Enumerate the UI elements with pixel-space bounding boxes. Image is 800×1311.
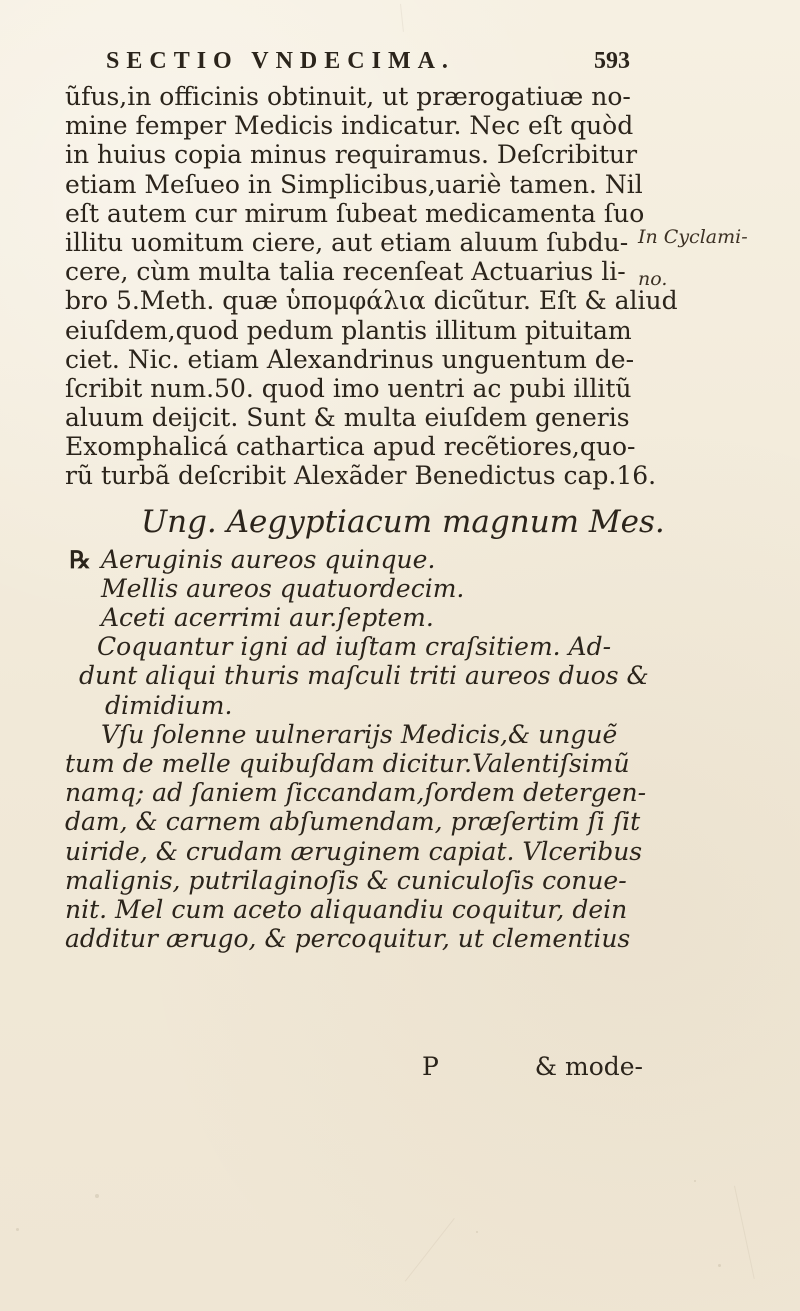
title-gap (65, 491, 630, 505)
recipe-line-1 (67, 545, 630, 574)
recipe-line-9: namq; ad ſaniem ſiccandam,ſordem detergen- (65, 778, 647, 808)
recipe-line-5 (65, 661, 649, 691)
paper-streak-bottom-right (734, 1186, 755, 1279)
paper-speck (694, 1180, 696, 1182)
page-footer (422, 1052, 643, 1081)
recipe-line-8: tum de melle quibuſdam dicitur.Valentiſsimũ (65, 748, 630, 778)
paper-streak-top (400, 4, 404, 32)
recipe-line-1-text: Aeruginis aureos quinque. (101, 544, 436, 574)
recipe-title: Ung. Aegyptiacum magnum Mes. (141, 503, 665, 540)
recipe-line-3: Aceti acerrimi aur.ſeptem. (101, 603, 434, 632)
recipe-line-6: dimidium. (105, 690, 233, 720)
catchword: & mode- (534, 1052, 643, 1081)
paper-speck (95, 1194, 99, 1198)
margin-note-line-1: In Cyclami- (638, 226, 748, 248)
body-line-5: eſt autem cur mirum ſubeat medicamenta ſuo (65, 198, 645, 228)
recipe-line-4: Coquantur igni ad iuſtam craſsitiem. Ad- (97, 632, 612, 662)
rx-mark: ℞ (69, 544, 91, 574)
recipe-line-10: dam, & carnem abſumendam, præſertim ſi ſit (65, 807, 641, 837)
body-line-6: illitu uomitum ciere, aut etiam aluum ſubdu- (65, 227, 629, 257)
signature-mark: P (422, 1052, 439, 1081)
paper-speck (476, 1231, 478, 1233)
recipe-line-13: nit. Mel cum aceto aliquandiu coquitur, dein (65, 894, 628, 924)
body-line-13: Exomphalicá cathartica apud recẽtiores,quo- (65, 432, 636, 462)
recipe-line-11: uiride, & crudam æruginem capiat. Vlceribus (65, 836, 643, 866)
main-text-block (65, 82, 678, 954)
paper-speck (16, 1228, 19, 1231)
body-line-8: bro 5.Meth. quæ ὑπομφάλια dicũtur. Eſt & aliud (65, 286, 678, 316)
body-line-10: ciet. Nic. etiam Alexandrinus unguentum de- (65, 344, 635, 374)
body-line-12: aluum deijcit. Sunt & multa eiuſdem generis (65, 403, 630, 433)
recipe-line-14: additur ærugo, & percoquitur, ut clementius (65, 924, 631, 954)
body-line-3: in huius copia minus requiramus. Deſcribitur (65, 140, 638, 170)
body-line-4: etiam Meſueo in Simplicibus,uariè tamen. Nil (65, 169, 643, 199)
recipe-line-7: Vſu ſolenne uulnerarijs Medicis,& unguẽ (101, 719, 618, 749)
recipe-line-5-text: dunt aliqui thuris maſculi triti aureos duos & (79, 661, 649, 691)
recipe-line-12: malignis, putrilaginoſis & cuniculoſis conue- (65, 865, 627, 895)
body-line-2: mine femper Medicis indicatur. Nec eſt quòd (65, 111, 634, 141)
body-line-14: rũ turbã deſcribit Alexãder Benedictus cap.16. (65, 461, 657, 491)
page-number: 593 (594, 48, 630, 74)
margin-note-line-2: no. (638, 268, 668, 290)
paper-speck (718, 1264, 721, 1267)
body-line-9: eiuſdem,quod pedum plantis illitum pituitam (65, 315, 632, 345)
body-line-1: ũfus,in officinis obtinuit, ut prærogatiuæ no- (65, 82, 631, 111)
body-line-7: cere, cùm multa talia recenſeat Actuarius li- (65, 257, 626, 287)
body-line-11: ſcribit num.50. quod imo uentri ac pubi illitũ (65, 373, 632, 403)
paper-streak-bottom-middle (405, 1218, 455, 1282)
recipe-line-2: Mellis aureos quatuordecim. (101, 573, 465, 603)
running-head: SECTIO VNDECIMA. (106, 48, 455, 74)
